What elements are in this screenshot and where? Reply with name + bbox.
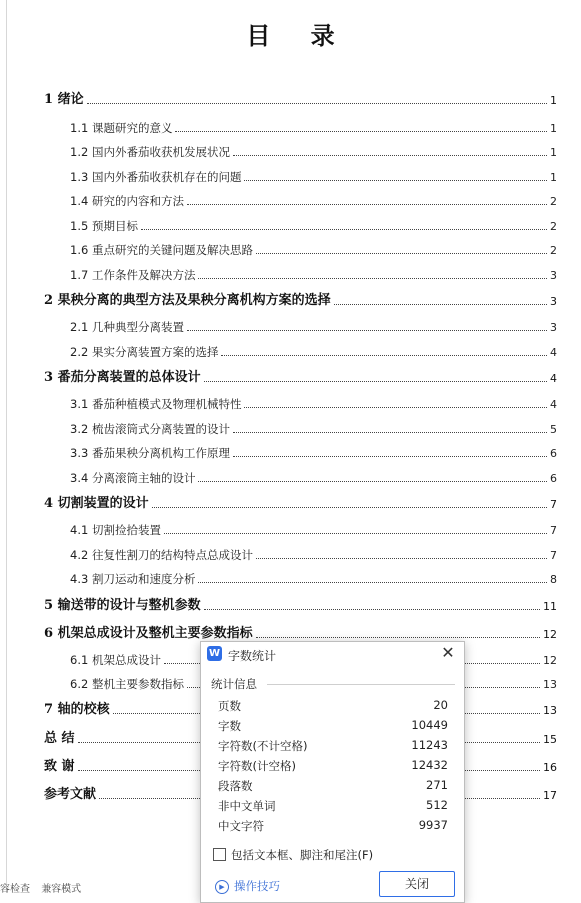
toc-page-number: 4 — [550, 372, 557, 385]
toc-entry-text: 2 果秧分离的典型方法及果秧分离机构方案的选择 — [44, 293, 331, 308]
stat-label: 非中文单词 — [218, 799, 276, 813]
toc-section-entry[interactable] — [0, 214, 581, 234]
toc-leader-dots — [187, 330, 547, 331]
toc-page-number: 15 — [543, 733, 557, 746]
toc-page-number: 6 — [550, 447, 557, 460]
toc-entry-text: 3.2 梳齿滚筒式分离装置的设计 — [70, 422, 230, 436]
toc-page-number: 2 — [550, 244, 557, 257]
toc-entry-text: 1.2 国内外番茄收获机发展状况 — [70, 145, 230, 159]
tips-link[interactable] — [215, 878, 280, 894]
toc-chapter-entry[interactable] — [0, 88, 581, 108]
stat-value: 11243 — [411, 738, 448, 752]
word-count-dialog — [200, 641, 465, 903]
toc-entry-text: 3.4 分离滚筒主轴的设计 — [70, 471, 196, 485]
stat-value: 10449 — [411, 718, 448, 732]
toc-page-number: 7 — [550, 549, 557, 562]
status-compat-mode[interactable]: 兼容模式 — [41, 884, 82, 895]
toc-entry-text: 总 结 — [44, 731, 75, 746]
stat-value: 12432 — [411, 758, 448, 772]
toc-section-entry[interactable] — [0, 263, 581, 283]
toc-page-number: 2 — [550, 195, 557, 208]
toc-leader-dots — [198, 582, 547, 583]
toc-page-number: 3 — [550, 295, 557, 308]
close-button[interactable]: 关闭 — [379, 871, 455, 897]
toc-section-entry[interactable] — [0, 567, 581, 587]
wps-writer-icon: W — [208, 648, 221, 659]
toc-leader-dots — [87, 103, 547, 104]
toc-section-entry[interactable] — [0, 140, 581, 160]
toc-entry-text: 5 输送带的设计与整机参数 — [44, 598, 201, 613]
stat-row — [218, 778, 448, 796]
toc-page-number: 7 — [550, 498, 557, 511]
toc-leader-dots — [204, 381, 547, 382]
toc-entry-text: 1.5 预期目标 — [70, 219, 138, 233]
toc-entry-text: 4 切割装置的设计 — [44, 496, 149, 511]
stat-label: 页数 — [218, 699, 241, 713]
toc-section-entry[interactable] — [0, 441, 581, 461]
toc-entry-text: 3.3 番茄果秧分离机构工作原理 — [70, 446, 230, 460]
stat-value: 9937 — [418, 818, 448, 832]
stat-label: 字数 — [218, 719, 241, 733]
toc-page-number: 17 — [543, 789, 557, 802]
stat-row — [218, 738, 448, 756]
toc-leader-dots — [256, 253, 547, 254]
toc-leader-dots — [334, 304, 547, 305]
toc-page-number: 2 — [550, 220, 557, 233]
toc-entry-text: 4.2 往复性割刀的结构特点总成设计 — [70, 548, 253, 562]
toc-leader-dots — [152, 507, 547, 508]
toc-leader-dots — [233, 432, 547, 433]
toc-section-entry[interactable] — [0, 417, 581, 437]
group-divider — [267, 684, 455, 685]
stat-row — [218, 698, 448, 716]
dialog-header — [201, 642, 464, 666]
toc-leader-dots — [244, 407, 547, 408]
toc-entry-text: 2.2 果实分离装置方案的选择 — [70, 345, 219, 359]
toc-entry-text: 1.7 工作条件及解决方法 — [70, 268, 196, 282]
toc-entry-text: 2.1 几种典型分离装置 — [70, 320, 184, 334]
toc-chapter-entry[interactable] — [0, 289, 581, 309]
toc-page-number: 11 — [543, 600, 557, 613]
play-icon: ▶ — [215, 880, 229, 894]
close-icon[interactable]: ✕ — [441, 643, 455, 662]
toc-page-number: 12 — [543, 628, 557, 641]
toc-entry-text: 1.3 国内外番茄收获机存在的问题 — [70, 170, 242, 184]
toc-section-entry[interactable] — [0, 543, 581, 563]
stat-value: 271 — [426, 778, 448, 792]
stat-row — [218, 818, 448, 836]
toc-page-number: 5 — [550, 423, 557, 436]
toc-page-number: 1 — [550, 94, 557, 107]
toc-section-entry[interactable] — [0, 315, 581, 335]
toc-leader-dots — [164, 533, 547, 534]
toc-entry-text: 7 轴的校核 — [44, 702, 110, 717]
toc-chapter-entry[interactable] — [0, 366, 581, 386]
toc-section-entry[interactable] — [0, 518, 581, 538]
toc-leader-dots — [198, 481, 547, 482]
toc-entry-text: 6.2 整机主要参数指标 — [70, 677, 184, 691]
toc-entry-text: 4.3 割刀运动和速度分析 — [70, 572, 196, 586]
toc-leader-dots — [198, 278, 547, 279]
toc-page-number: 16 — [543, 761, 557, 774]
stat-row — [218, 758, 448, 776]
stats-group-label: 统计信息 — [211, 676, 261, 692]
toc-entry-text: 致 谢 — [44, 759, 75, 774]
toc-entry-text: 6.1 机架总成设计 — [70, 653, 161, 667]
stat-label: 字符数(计空格) — [218, 759, 296, 773]
toc-page-number: 12 — [543, 654, 557, 667]
include-textbox-checkbox[interactable] — [213, 848, 226, 861]
toc-leader-dots — [244, 180, 547, 181]
toc-section-entry[interactable] — [0, 189, 581, 209]
toc-entry-text: 1 绪论 — [44, 92, 84, 107]
toc-entry-text: 参考文献 — [44, 787, 97, 802]
status-bar — [0, 880, 89, 893]
toc-entry-text: 6 机架总成设计及整机主要参数指标 — [44, 626, 253, 641]
toc-leader-dots — [221, 355, 547, 356]
toc-section-entry[interactable] — [0, 116, 581, 136]
toc-page-number: 3 — [550, 321, 557, 334]
toc-title: 目 录 — [246, 21, 351, 50]
stat-label: 段落数 — [218, 779, 253, 793]
toc-entry-text: 1.6 重点研究的关键问题及解决思路 — [70, 243, 253, 257]
toc-chapter-entry[interactable] — [0, 594, 581, 614]
toc-entry-text: 3.1 番茄种植模式及物理机械特性 — [70, 397, 242, 411]
toc-page-number: 1 — [550, 122, 557, 135]
dialog-title: 字数统计 — [228, 649, 277, 663]
tips-label[interactable]: 操作技巧 — [234, 879, 280, 893]
include-textbox-label[interactable]: 包括文本框、脚注和尾注(F) — [231, 848, 374, 862]
toc-entry-text: 3 番茄分离装置的总体设计 — [44, 370, 201, 385]
toc-leader-dots — [233, 456, 547, 457]
toc-page-number: 1 — [550, 171, 557, 184]
toc-page-number: 4 — [550, 398, 557, 411]
toc-entry-text: 1.4 研究的内容和方法 — [70, 194, 184, 208]
toc-section-entry[interactable] — [0, 392, 581, 412]
toc-leader-dots — [256, 637, 540, 638]
stat-value: 512 — [426, 798, 448, 812]
toc-entry-text: 4.1 切割捡拾装置 — [70, 523, 161, 537]
toc-section-entry[interactable] — [0, 466, 581, 486]
stat-row — [218, 798, 448, 816]
toc-page-number: 13 — [543, 678, 557, 691]
toc-chapter-entry[interactable] — [0, 622, 581, 642]
stat-label: 字符数(不计空格) — [218, 739, 308, 753]
toc-page-number: 8 — [550, 573, 557, 586]
toc-page-number: 6 — [550, 472, 557, 485]
toc-page-number: 7 — [550, 524, 557, 537]
toc-leader-dots — [204, 609, 540, 610]
toc-leader-dots — [233, 155, 547, 156]
toc-chapter-entry[interactable] — [0, 492, 581, 512]
toc-section-entry[interactable] — [0, 165, 581, 185]
toc-page-number: 1 — [550, 146, 557, 159]
toc-leader-dots — [175, 131, 547, 132]
toc-page-number: 13 — [543, 704, 557, 717]
stat-value: 20 — [433, 698, 448, 712]
toc-entry-text: 1.1 课题研究的意义 — [70, 121, 173, 135]
stat-row — [218, 718, 448, 736]
toc-leader-dots — [141, 229, 547, 230]
status-compat-check[interactable]: 容检查 — [0, 884, 30, 895]
toc-section-entry[interactable] — [0, 238, 581, 258]
toc-leader-dots — [256, 558, 547, 559]
stat-label: 中文字符 — [218, 819, 264, 833]
toc-page-number: 4 — [550, 346, 557, 359]
toc-page-number: 3 — [550, 269, 557, 282]
toc-leader-dots — [187, 204, 547, 205]
toc-section-entry[interactable] — [0, 340, 581, 360]
